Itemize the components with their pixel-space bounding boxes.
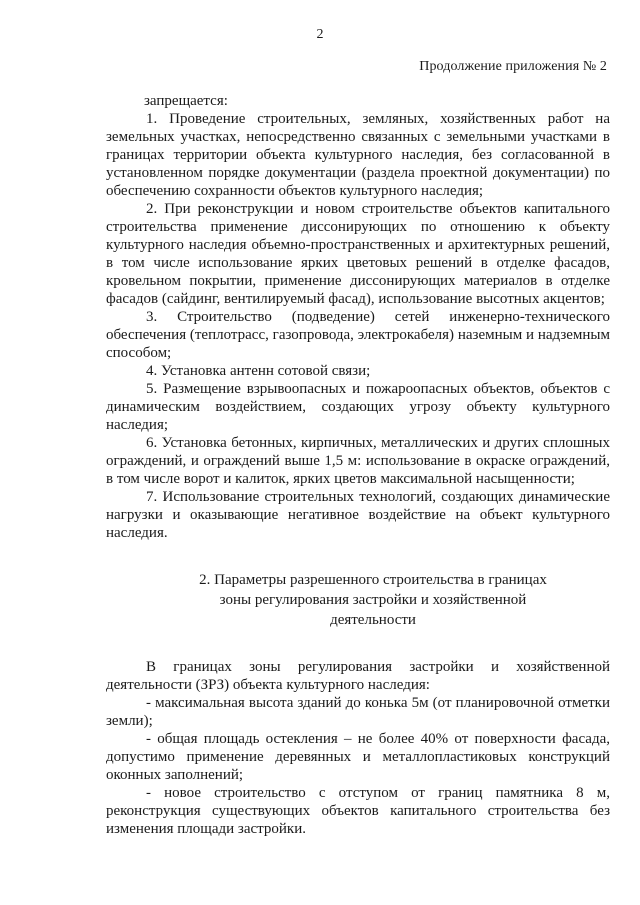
section2-item-1: - максимальная высота зданий до конька 5м (от планировочной отметки земли); — [106, 695, 610, 729]
section1-intro: запрещается: — [144, 93, 228, 109]
section1-item-4: 4. Установка антенн сотовой связи; — [146, 363, 371, 379]
section2-intro: В границах зоны регулирования застройки и хозяйственной деятельности (ЗРЗ) объекта культурного наследия: — [106, 659, 610, 693]
section1-item-7: 7. Использование строительных технологий, создающих динамические нагрузки и оказывающие негативное воздействие на объект культурного наследия. — [106, 489, 610, 541]
section1-item-3: 3. Строительство (подведение) сетей инженерно-технического обеспечения (теплотрасс, газопровода, электрокабеля) наземным и надземным способом; — [106, 309, 610, 361]
page-number: 2 — [316, 27, 324, 42]
section1-item-1: 1. Проведение строительных, земляных, хозяйственных работ на земельных участках, непосредственно связанных с земельными участками в границах территории объекта культурного наследия, без согласованной в установленном порядке документации (раздела проектной документации) по обеспечению сохранности объектов культурного наследия; — [106, 111, 610, 199]
section2-item-3: - новое строительство с отступом от границ памятника 8 м, реконструкция существующих объектов капитального строительства без изменения площади застройки. — [106, 785, 610, 837]
document-body — [106, 92, 610, 838]
section2-heading: 2. Параметры разрешенного строительства в границах зоны регулирования застройки и хозяйственной деятельности — [199, 572, 547, 628]
section1-item-5: 5. Размещение взрывоопасных и пожароопасных объектов, объектов с динамическим воздействием, создающих угрозу объекту культурного наследия; — [106, 381, 610, 433]
section1-item-6: 6. Установка бетонных, кирпичных, металлических и других сплошных ограждений, и ограждений выше 1,5 м: использование в окраске ограждений, в том числе ворот и калиток, ярких цветов максимальной насыщенности; — [106, 435, 610, 487]
section1-item-2: 2. При реконструкции и новом строительстве объектов капитального строительства применение диссонирующих по отношению к объекту культурного наследия объемно-пространственных и архитектурных решений, в том числе использование ярких цветовых решений в отделке фасадов, кровельном покрытии, применение диссонирующих материалов в отделке фасадов (сайдинг, вентилируемый фасад), использование высотных акцентов; — [106, 201, 610, 307]
appendix-note: Продолжение приложения № 2 — [419, 59, 607, 74]
section2-item-2: - общая площадь остекления – не более 40% от поверхности фасада, допустимо применение деревянных и металлопластиковых конструкций оконных заполнений; — [106, 731, 610, 783]
